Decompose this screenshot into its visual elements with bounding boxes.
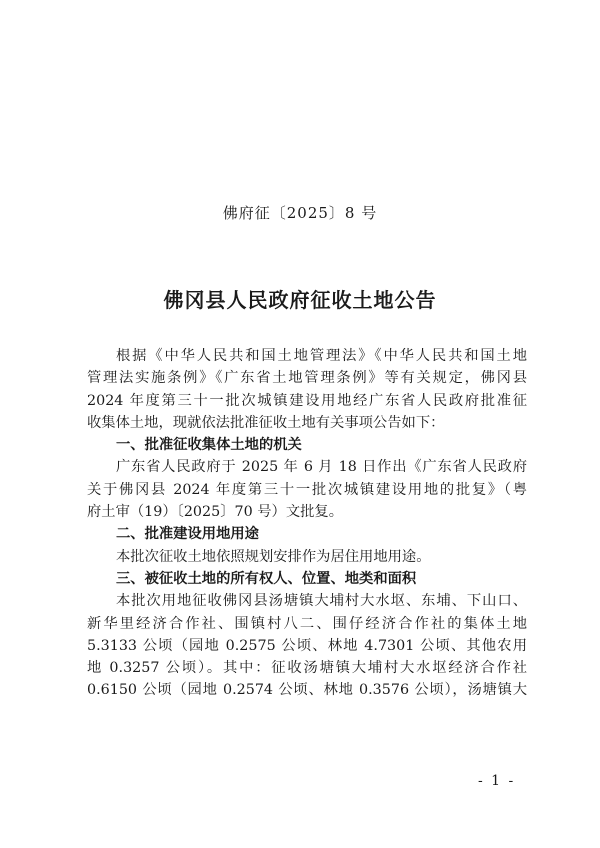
document-number: 佛府征〔2025〕8 号 — [222, 204, 378, 222]
section-3-line-3: 5.3133 公顷（园地 0.2575 公顷、林地 4.7301 公顷、其他农用 — [87, 637, 527, 654]
section-3-line-4: 地 0.3257 公顷）。其中：征收汤塘镇大埔村大水𫭟经济合作社 — [87, 660, 527, 677]
section-1-line-2: 关于佛冈县 2024 年度第三十一批次城镇建设用地的批复》（粤 — [87, 481, 527, 498]
page-number: - 1 - — [478, 773, 516, 789]
intro-line-1: 根据《中华人民共和国土地管理法》《中华人民共和国土地 — [116, 348, 527, 364]
document-body — [87, 345, 527, 702]
intro-line-4: 收集体土地，现就依法批准征收土地有关事项公告如下： — [87, 414, 445, 431]
intro-line-2: 管理法实施条例》《广东省土地管理条例》等有关规定，佛冈县 — [87, 370, 527, 387]
section-3-line-1: 本批次用地征收佛冈县汤塘镇大埔村大水𫭟、东埔、下山口、 — [116, 593, 527, 610]
document-title: 佛冈县人民政府征收土地公告 — [163, 288, 437, 312]
section-2-line-1: 本批次征收土地依照规划安排作为居住用地用途。 — [116, 548, 431, 565]
section-3-line-5: 0.6150 公顷（园地 0.2574 公顷、林地 0.3576 公顷），汤塘镇大 — [87, 682, 527, 699]
section-1-line-3: 府土审（19）〔2025〕70 号）文批复。 — [87, 504, 344, 521]
section-1-heading: 一、批准征收集体土地的机关 — [116, 437, 302, 454]
section-3-heading: 三、被征收土地的所有权人、位置、地类和面积 — [116, 570, 417, 587]
section-2-heading: 二、批准建设用地用途 — [116, 526, 259, 543]
section-3-line-2: 新华里经济合作社、围镇村八二、围仔经济合作社的集体土地 — [87, 615, 527, 632]
section-1-line-1: 广东省人民政府于 2025 年 6 月 18 日作出《广东省人民政府 — [116, 459, 527, 476]
intro-line-3: 2024 年度第三十一批次城镇建设用地经广东省人民政府批准征 — [87, 392, 527, 409]
